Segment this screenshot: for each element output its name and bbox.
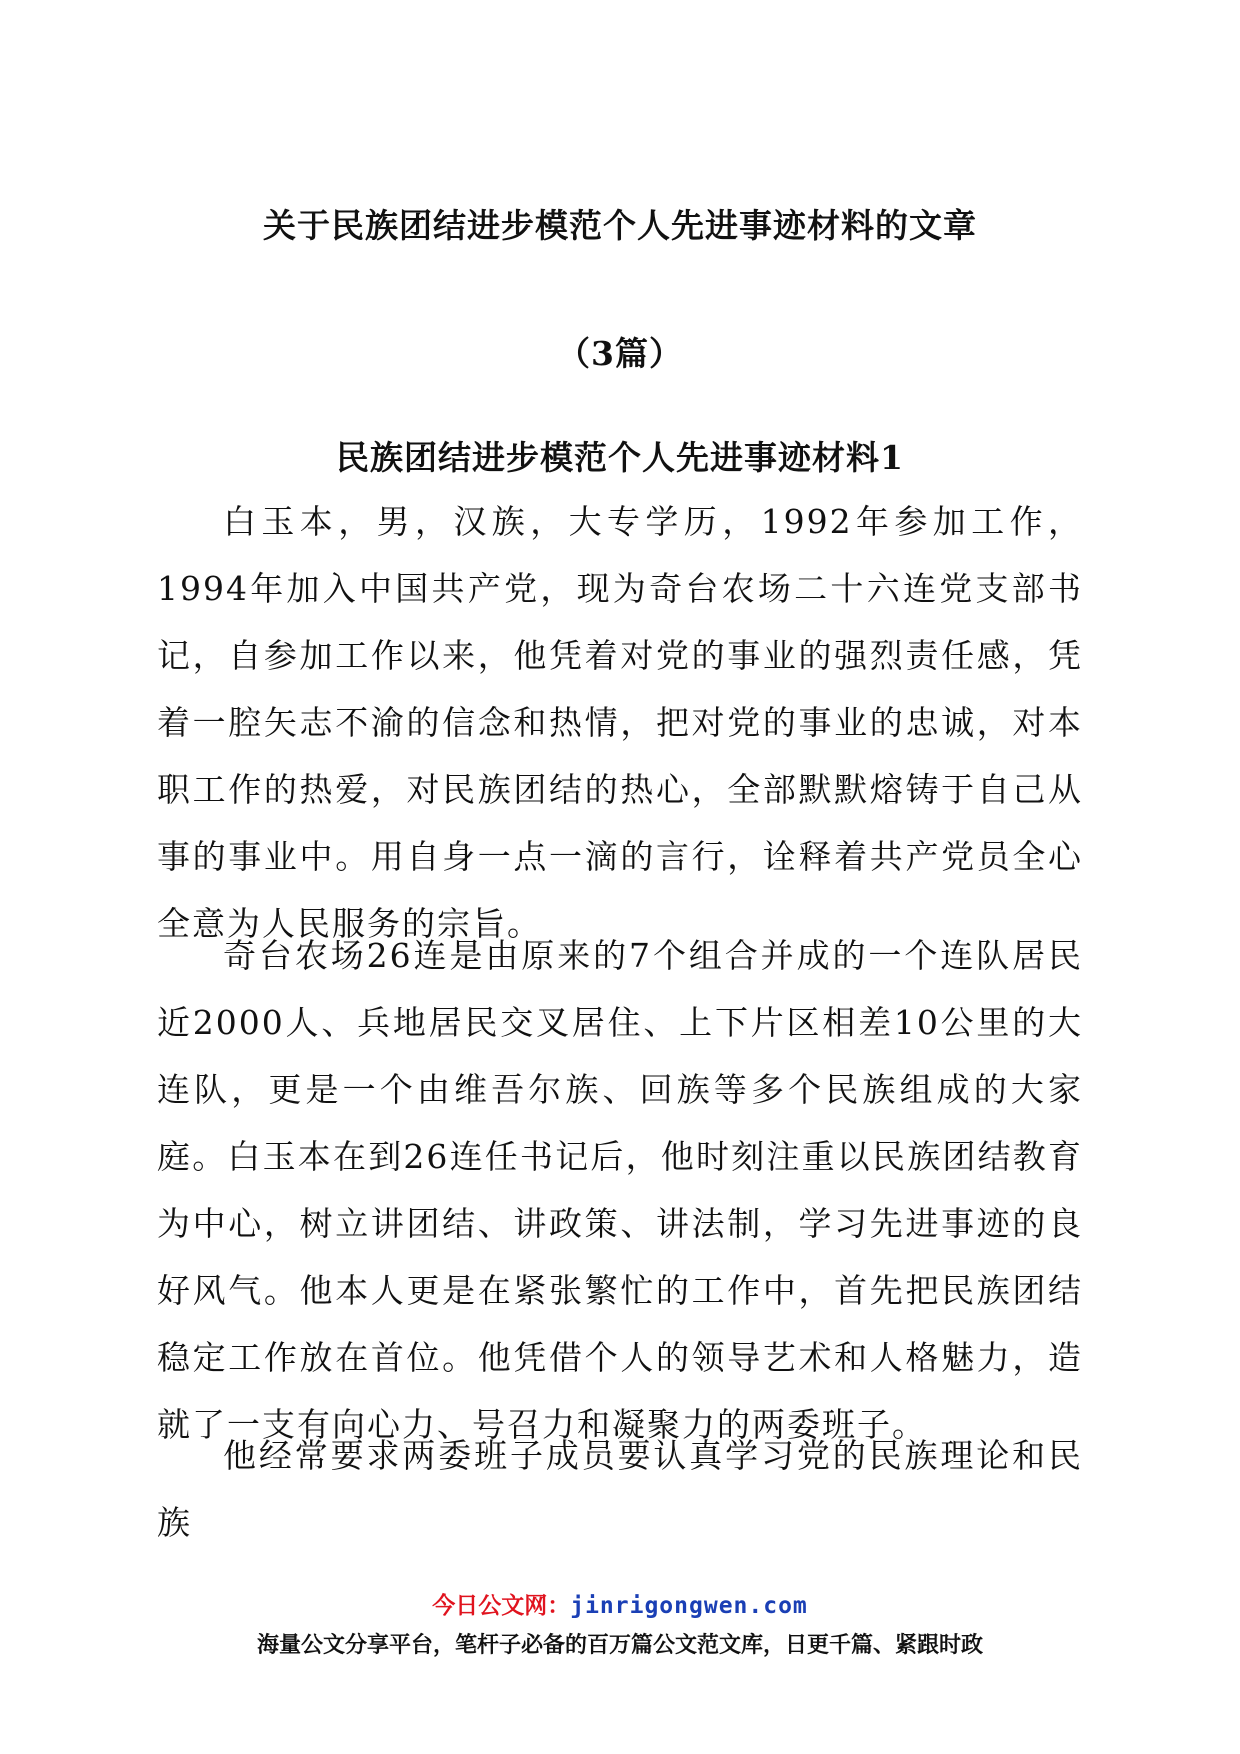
document-subtitle: （3篇） [557, 334, 683, 373]
paragraph-1: 白玉本，男，汉族，大专学历，1992年参加工作，1994年加入中国共产党，现为奇台农场二十六连党支部书记，自参加工作以来，他凭着对党的事业的强烈责任感，凭着一腔矢志不渝的信念和热情，把对党的事业的忠诚，对本职工作的热爱，对民族团结的热心，全部默默熔铸于自己从事的事业中。用自身一点一滴的言行，诠释着共产党员全心全意为人民服务的宗旨。 [157, 502, 1083, 943]
paragraph-3: 他经常要求两委班子成员要认真学习党的民族理论和民族 [157, 1436, 1083, 1542]
document-title: 关于民族团结进步模范个人先进事迹材料的文章 [263, 206, 977, 245]
footer-slogan: 海量公文分享平台，笔杆子必备的百万篇公文范文库，日更千篇、紧跟时政 [256, 1633, 983, 1658]
footer-site [0, 1587, 1240, 1620]
footer-site-url[interactable]: jinrigongwen.com [570, 1593, 808, 1619]
paragraph-2: 奇台农场26连是由原来的7个组合并成的一个连队居民近2000人、兵地居民交叉居住、上下片区相差10公里的大连队，更是一个由维吾尔族、回族等多个民族组成的大家庭。白玉本在到26连任书记后，他时刻注重以民族团结教育为中心，树立讲团结、讲政策、讲法制，学习先进事迹的良好风气。他本人更是在紧张繁忙的工作中，首先把民族团结稳定工作放在首位。他凭借个人的领导艺术和人格魅力，造就了一支有向心力、号召力和凝聚力的两委班子。 [157, 936, 1083, 1444]
section-title: 民族团结进步模范个人先进事迹材料1 [336, 438, 904, 477]
footer-site-name: 今日公文网： [432, 1593, 571, 1619]
